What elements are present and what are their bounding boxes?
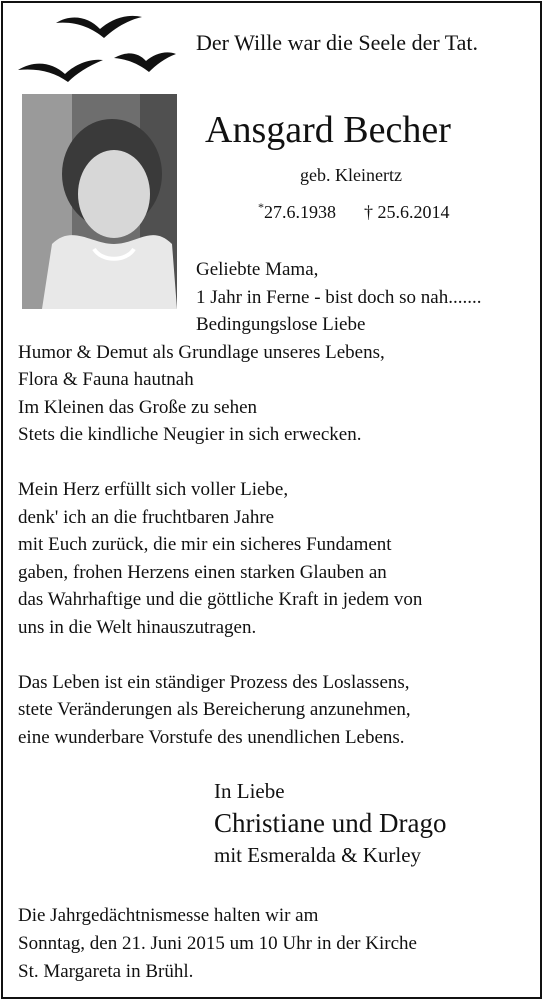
poem-line: Mein Herz erfüllt sich voller Liebe, [18, 479, 289, 500]
life-dates [258, 200, 450, 223]
poem-line: Bedingungslose Liebe [196, 314, 366, 335]
birth-symbol: * [258, 200, 264, 214]
poem-line: gaben, frohen Herzens einen starken Glauben an [18, 561, 387, 583]
poem-line: das Wahrhaftige und die göttliche Kraft in jedem von [18, 589, 423, 610]
motto: Der Wille war die Seele der Tat. [196, 30, 479, 55]
poem-line: uns in die Welt hinauszutragen. [18, 616, 257, 638]
poem-line: Flora & Fauna hautnah [18, 369, 194, 390]
signature-intro: In Liebe [214, 779, 285, 803]
mass-notice-line: Die Jahrgedächtnismesse halten wir am [18, 905, 319, 926]
mass-notice-line: St. Margareta in Brühl. [18, 961, 194, 982]
birds-icon [18, 10, 188, 90]
poem-line: Das Leben ist ein ständiger Prozess des Loslassens, [18, 671, 410, 693]
poem-line: eine wunderbare Vorstufe des unendlichen Lebens. [18, 726, 405, 748]
stanza-break [18, 641, 533, 669]
poem-line: denk' ich an die fruchtbaren Jahre [18, 506, 275, 528]
poem-line: Humor & Demut als Grundlage unseres Lebens, [18, 341, 385, 363]
poem-line: 1 Jahr in Ferne - bist doch so nah....... [196, 286, 482, 308]
signature-names: Christiane und Drago [214, 808, 447, 838]
poem [18, 256, 533, 751]
signature-with: mit Esmeralda & Kurley [214, 843, 422, 867]
birth-date: 27.6.1938 [264, 202, 336, 222]
deceased-name: Ansgard Becher [205, 109, 451, 151]
death-date: † 25.6.2014 [364, 202, 450, 222]
poem-line: mit Euch zurück, die mir ein sicheres Fundament [18, 534, 392, 555]
poem-line: stete Veränderungen als Bereicherung anzunehmen, [18, 699, 411, 720]
poem-line: Stets die kindliche Neugier in sich erwecken. [18, 424, 362, 445]
mass-notice [18, 902, 533, 986]
stanza-break [18, 449, 533, 477]
mass-notice-line: Sonntag, den 21. Juni 2015 um 10 Uhr in der Kirche [18, 933, 417, 954]
maiden-name: geb. Kleinertz [300, 165, 402, 185]
signature-block [214, 777, 446, 869]
poem-line: Im Kleinen das Große zu sehen [18, 396, 258, 418]
poem-line: Geliebte Mama, [196, 259, 319, 280]
